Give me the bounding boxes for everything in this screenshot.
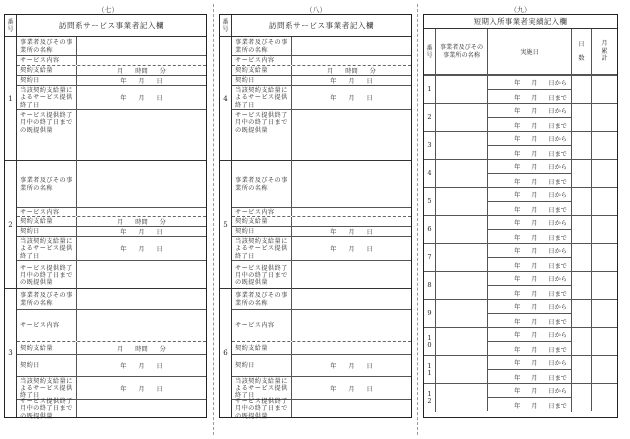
until-date[interactable]: 年 月 日まで [488, 118, 572, 132]
entry-number: 1 2 [424, 384, 436, 412]
panel-title-9: （九） [510, 6, 531, 14]
contract-qty-value[interactable]: 月 時間 分 [117, 345, 166, 353]
provided-end-row [17, 86, 206, 110]
panel-header [220, 15, 411, 37]
contract-qty-label: 契約支給量 [232, 217, 292, 226]
col-days: 日数 [572, 29, 592, 74]
contract-date-row [232, 227, 411, 237]
service-row [17, 208, 206, 217]
from-date[interactable]: 年 月 日から [488, 244, 572, 258]
contract-qty-row [232, 66, 411, 76]
days-cell[interactable] [572, 272, 592, 299]
until-date[interactable]: 年 月 日まで [488, 146, 572, 160]
office-cell[interactable] [436, 76, 488, 103]
days-cell[interactable] [572, 132, 592, 159]
contract-date-row [17, 227, 206, 237]
end-qty-label: サービス提供終了月中の終了日までの既提供量 [232, 400, 292, 417]
short-stay-entry [424, 383, 617, 411]
until-date[interactable]: 年 月 日まで [488, 398, 572, 412]
provided-end-label: 当該契約支給量によるサービス提供終了日 [232, 377, 292, 399]
end-qty-label: サービス提供終了月中の終了日までの既提供量 [232, 110, 292, 161]
office-name-value[interactable] [292, 161, 411, 207]
total-cell[interactable] [592, 216, 617, 243]
provided-end-value[interactable]: 年 月 日 [330, 95, 373, 102]
service-row [232, 56, 411, 66]
office-cell[interactable] [436, 272, 488, 299]
short-stay-entry [424, 327, 617, 355]
days-cell[interactable] [572, 188, 592, 215]
service-row [232, 310, 411, 342]
short-stay-header [424, 15, 617, 29]
end-qty-row [232, 261, 411, 289]
office-name-label: 事業者及びその事業所の名称 [232, 161, 292, 207]
contract-date-label: 契約日 [17, 227, 77, 236]
entry-block [220, 37, 411, 161]
until-date[interactable]: 年 月 日まで [488, 90, 572, 104]
contract-date-value[interactable]: 年 月 日 [330, 78, 373, 85]
end-qty-value[interactable] [292, 261, 411, 289]
end-qty-value[interactable] [292, 400, 411, 417]
provided-end-row [232, 377, 411, 400]
service-value[interactable] [292, 208, 411, 216]
total-cell[interactable] [592, 328, 617, 355]
cut-line-1 [213, 4, 214, 435]
provided-end-label: 当該契約支給量によるサービス提供終了日 [17, 237, 77, 260]
contract-date-label: 契約日 [17, 355, 77, 376]
days-cell[interactable] [572, 244, 592, 271]
days-cell[interactable] [572, 76, 592, 103]
office-cell[interactable] [436, 300, 488, 327]
end-qty-value[interactable] [77, 261, 206, 289]
entry-number: 9 [424, 300, 436, 328]
from-date[interactable]: 年 月 日から [488, 356, 572, 370]
end-qty-label: サービス提供終了月中の終了日までの既提供量 [17, 261, 77, 289]
entry-number: 5 [424, 188, 436, 216]
entry-number: 1 [424, 76, 436, 104]
entry-number: 3 [424, 132, 436, 160]
end-qty-label: サービス提供終了月中の終了日までの既提供量 [232, 261, 292, 289]
visit-panel-right [219, 14, 412, 418]
short-stay-entry [424, 187, 617, 215]
office-cell[interactable] [436, 384, 488, 411]
from-date[interactable]: 年 月 日から [488, 216, 572, 230]
service-value[interactable] [77, 56, 206, 65]
office-name-value[interactable] [77, 37, 206, 55]
service-row [232, 208, 411, 217]
office-name-value[interactable] [77, 161, 206, 207]
contract-date-row [17, 76, 206, 86]
block-number: 3 [5, 289, 17, 417]
entry-number: 8 [424, 272, 436, 300]
contract-qty-row [232, 217, 411, 227]
service-value[interactable] [292, 310, 411, 341]
until-date[interactable]: 年 月 日まで [488, 230, 572, 244]
contract-qty-label: 契約支給量 [17, 217, 77, 226]
total-cell[interactable] [592, 384, 617, 411]
from-date[interactable]: 年 月 日から [488, 160, 572, 174]
provided-end-row [232, 237, 411, 261]
from-date[interactable]: 年 月 日から [488, 328, 572, 342]
short-stay-panel [423, 14, 618, 418]
contract-qty-row [232, 342, 411, 355]
from-date[interactable]: 年 月 日から [488, 132, 572, 146]
service-row [17, 310, 206, 342]
block-number: 1 [5, 37, 17, 160]
provided-end-label: 当該契約支給量によるサービス提供終了日 [17, 377, 77, 399]
service-value[interactable] [77, 208, 206, 216]
entry-block [5, 37, 206, 161]
contract-date-label: 契約日 [232, 355, 292, 376]
provided-end-row [232, 86, 411, 110]
entry-block [220, 289, 411, 420]
short-stay-entry [424, 355, 617, 383]
contract-date-label: 契約日 [232, 76, 292, 85]
from-date[interactable]: 年 月 日から [488, 272, 572, 286]
panel-title-8: （八） [305, 6, 327, 14]
office-name-label: 事業者及びその事業所の名称 [17, 289, 77, 309]
cut-line-2 [417, 4, 418, 435]
until-date[interactable]: 年 月 日まで [488, 286, 572, 300]
col-date: 実施日 [488, 29, 572, 74]
panel-heading: 訪問系サービス事業者記入欄 [58, 21, 165, 30]
until-date[interactable]: 年 月 日まで [488, 202, 572, 216]
contract-date-value[interactable]: 年 月 日 [120, 229, 163, 236]
until-date[interactable]: 年 月 日まで [488, 174, 572, 188]
short-stay-entry [424, 159, 617, 187]
office-name-value[interactable] [77, 289, 206, 309]
contract-date-value[interactable]: 年 月 日 [120, 363, 163, 370]
column-header-row [424, 29, 617, 75]
service-label: サービス内容 [17, 310, 77, 341]
col-office: 事業者及びその事業所の名称 [436, 29, 488, 74]
end-qty-value[interactable] [77, 110, 206, 161]
office-name-label: 事業者及びその事業所の名称 [17, 37, 77, 55]
contract-qty-value[interactable] [292, 217, 411, 226]
provided-end-row [17, 377, 206, 400]
total-cell[interactable] [592, 356, 617, 383]
short-stay-table [424, 29, 617, 417]
contract-qty-label: 契約支給量 [17, 66, 77, 75]
entry-block [5, 161, 206, 289]
end-qty-row [17, 398, 206, 420]
contract-date-value[interactable]: 年 月 日 [330, 363, 373, 370]
office-cell[interactable] [436, 132, 488, 159]
ban-label: 番号 [5, 15, 17, 36]
short-stay-entry [424, 131, 617, 159]
contract-date-label: 契約日 [17, 76, 77, 85]
contract-qty-value[interactable]: 月 時間 分 [117, 68, 166, 75]
service-label: サービス内容 [232, 310, 292, 341]
end-qty-value[interactable] [77, 400, 206, 417]
office-name-row [232, 161, 411, 208]
office-cell[interactable] [436, 356, 488, 383]
contract-qty-label: 契約支給量 [17, 342, 77, 354]
contract-date-row [17, 355, 206, 377]
entry-number: 6 [424, 216, 436, 244]
contract-date-value[interactable]: 年 月 日 [120, 78, 163, 85]
total-cell[interactable] [592, 160, 617, 187]
entry-number: 2 [424, 104, 436, 132]
provided-end-value[interactable]: 年 月 日 [330, 246, 373, 253]
provided-end-value[interactable]: 年 月 日 [120, 385, 163, 393]
total-cell[interactable] [592, 300, 617, 327]
provided-end-value[interactable]: 年 月 日 [120, 95, 163, 102]
contract-qty-label: 契約支給量 [232, 66, 292, 75]
office-name-value[interactable] [292, 289, 411, 309]
provided-end-value[interactable]: 年 月 日 [330, 385, 373, 393]
block-number: 4 [220, 37, 232, 160]
total-cell[interactable] [592, 188, 617, 215]
provided-end-row [17, 237, 206, 261]
entry-number: 1 0 [424, 328, 436, 356]
provided-end-label: 当該契約支給量によるサービス提供終了日 [232, 237, 292, 260]
end-qty-row [17, 261, 206, 289]
service-label: サービス内容 [17, 56, 77, 65]
total-cell[interactable] [592, 76, 617, 103]
office-name-value[interactable] [292, 37, 411, 55]
entry-number: 7 [424, 244, 436, 272]
short-stay-entry [424, 103, 617, 131]
days-cell[interactable] [572, 160, 592, 187]
end-qty-row [232, 398, 411, 420]
contract-qty-label: 契約支給量 [232, 342, 292, 354]
from-date[interactable]: 年 月 日から [488, 188, 572, 202]
short-stay-entry [424, 215, 617, 243]
contract-date-row [232, 76, 411, 86]
end-qty-row [17, 110, 206, 161]
total-cell[interactable] [592, 244, 617, 271]
ban-label: 番号 [220, 15, 232, 36]
office-name-row [17, 161, 206, 208]
contract-qty-value[interactable]: 月 時間 分 [327, 68, 376, 75]
col-total: 月累計 [601, 40, 608, 63]
office-name-label: 事業者及びその事業所の名称 [232, 289, 292, 309]
days-cell[interactable] [572, 104, 592, 131]
office-cell[interactable] [436, 244, 488, 271]
from-date[interactable]: 年 月 日から [488, 300, 572, 314]
office-name-row [232, 37, 411, 56]
from-date[interactable]: 年 月 日から [488, 104, 572, 118]
provided-end-label: 当該契約支給量によるサービス提供終了日 [232, 86, 292, 109]
end-qty-row [232, 110, 411, 161]
panel-heading: 訪問系サービス事業者記入欄 [268, 21, 375, 30]
short-stay-entry [424, 75, 617, 103]
office-cell[interactable] [436, 188, 488, 215]
service-label: サービス内容 [232, 208, 292, 216]
entry-number: 4 [424, 160, 436, 188]
days-cell[interactable] [572, 328, 592, 355]
service-value[interactable] [77, 310, 206, 341]
contract-qty-value[interactable]: 月 時間 分 [117, 219, 166, 226]
service-row [17, 56, 206, 66]
panel-title-7: （七） [97, 6, 119, 14]
office-name-label: 事業者及びその事業所の名称 [17, 161, 77, 207]
contract-qty-value[interactable] [292, 342, 411, 354]
office-cell[interactable] [436, 216, 488, 243]
contract-date-value[interactable]: 年 月 日 [330, 229, 373, 236]
office-name-row [17, 289, 206, 310]
contract-date-label: 契約日 [232, 227, 292, 236]
office-name-row [232, 289, 411, 310]
visit-panel-left [4, 14, 207, 418]
service-label: サービス内容 [17, 208, 77, 216]
entry-block [5, 289, 206, 420]
short-stay-heading: 短期入所事業者実績記入欄 [473, 17, 568, 26]
office-cell[interactable] [436, 328, 488, 355]
entry-block [220, 161, 411, 289]
provided-end-value[interactable]: 年 月 日 [120, 246, 163, 253]
service-value[interactable] [292, 56, 411, 65]
block-number: 5 [220, 161, 232, 288]
contract-qty-row [17, 217, 206, 227]
office-name-label: 事業者及びその事業所の名称 [232, 37, 292, 55]
total-cell[interactable] [592, 132, 617, 159]
days-cell[interactable] [572, 384, 592, 411]
panel-header [5, 15, 206, 37]
until-date[interactable]: 年 月 日まで [488, 258, 572, 272]
block-number: 6 [220, 289, 232, 417]
office-cell[interactable] [436, 104, 488, 131]
end-qty-value[interactable] [292, 110, 411, 161]
until-date[interactable]: 年 月 日まで [488, 314, 572, 328]
until-date[interactable]: 年 月 日まで [488, 342, 572, 356]
end-qty-label: サービス提供終了月中の終了日までの既提供量 [17, 400, 77, 417]
until-date[interactable]: 年 月 日まで [488, 370, 572, 384]
end-qty-label: サービス提供終了月中の終了日までの既提供量 [17, 110, 77, 161]
service-label: サービス内容 [232, 56, 292, 65]
contract-date-row [232, 355, 411, 377]
office-cell[interactable] [436, 160, 488, 187]
total-cell[interactable] [592, 104, 617, 131]
days-cell[interactable] [572, 300, 592, 327]
short-stay-entry [424, 299, 617, 327]
days-cell[interactable] [572, 356, 592, 383]
from-date[interactable]: 年 月 日から [488, 76, 572, 90]
short-stay-entry [424, 271, 617, 299]
provided-end-label: 当該契約支給量によるサービス提供終了日 [17, 86, 77, 109]
col-ban: 番号 [424, 29, 436, 74]
days-cell[interactable] [572, 216, 592, 243]
total-cell[interactable] [592, 272, 617, 299]
from-date[interactable]: 年 月 日から [488, 384, 572, 398]
block-number: 2 [5, 161, 17, 288]
short-stay-entry [424, 243, 617, 271]
entry-number: 1 1 [424, 356, 436, 384]
contract-qty-row [17, 342, 206, 355]
contract-qty-row [17, 66, 206, 76]
office-name-row [17, 37, 206, 56]
